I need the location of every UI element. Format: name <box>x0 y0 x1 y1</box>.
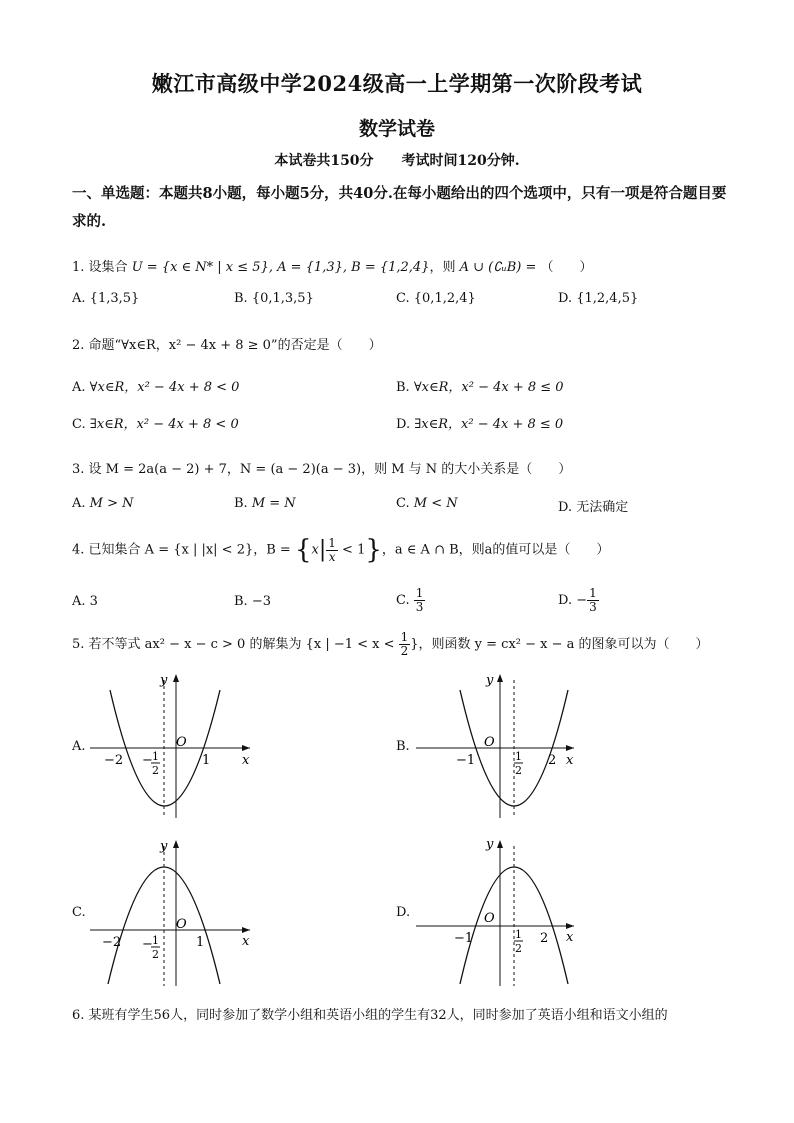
svg-text:2: 2 <box>515 942 522 955</box>
q5-stem-a: 5. 若不等式 ax² − x − c > 0 的解集为 {x | −1 < x < <box>72 637 399 652</box>
q5-graph-c[interactable] <box>90 838 260 988</box>
y-arrow-icon <box>497 840 503 848</box>
q2-option-c[interactable]: C. ∃x∈R，x² − 4x + 8 < 0 <box>72 417 239 432</box>
svg-text:x: x <box>566 753 574 768</box>
svg-text:1: 1 <box>515 928 522 941</box>
q4-option-b[interactable]: B. −3 <box>234 594 271 609</box>
svg-text:1: 1 <box>152 750 159 763</box>
q4-fraction: $\frac{1}{x}$ <box>328 535 336 564</box>
y-arrow-icon <box>173 674 179 682</box>
svg-text:y: y <box>486 673 494 688</box>
question-6: 6. 某班有学生56人，同时参加了数学小组和英语小组的学生有32人，同时参加了英语小组和语文小组的 <box>72 1008 668 1023</box>
svg-text:1: 1 <box>515 750 522 763</box>
question-2: 2. 命题“∀x∈R，x² − 4x + 8 ≥ 0”的否定是（ ） <box>72 338 382 353</box>
q1-suffix: （ ） <box>540 260 593 275</box>
section-heading: 一、单选题：本题共8小题，每小题5分，共40分.在每小题给出的四个选项中，只有一项是符合题目要求的. <box>72 185 727 230</box>
q1-math: U = {x ∈ N* | x ≤ 5}, A = {1,3}, B = {1,2,4} <box>131 260 430 275</box>
svg-text:2: 2 <box>548 753 557 768</box>
q5-option-b[interactable]: B. <box>396 739 410 754</box>
q3-option-d[interactable]: D. 无法确定 <box>558 500 629 515</box>
svg-text:O: O <box>484 911 495 926</box>
q4-stem-a: 4. 已知集合 A = {x | |x| < 2}，B = <box>72 542 295 558</box>
exam-title: 嫩江市高级中学2024级高一上学期第一次阶段考试 <box>151 71 643 96</box>
q4-option-a[interactable]: A. 3 <box>72 594 98 609</box>
q1-option-a[interactable]: A. {1,3,5} <box>72 291 140 306</box>
y-arrow-icon <box>497 674 503 682</box>
x-arrow-icon <box>566 923 574 929</box>
svg-text:−2: −2 <box>104 753 124 768</box>
q1-option-d[interactable]: D. {1,2,4,5} <box>558 291 639 306</box>
x-arrow-icon <box>566 745 574 751</box>
svg-text:O: O <box>176 917 187 932</box>
svg-text:2: 2 <box>152 948 159 961</box>
question-1 <box>72 256 593 275</box>
exam-subject: 数学试卷 <box>358 118 435 140</box>
q1-math2: A ∪ (∁ᵤB) = <box>459 260 537 275</box>
svg-text:2: 2 <box>152 764 159 777</box>
y-arrow-icon <box>173 840 179 848</box>
q1-prefix: 1. 设集合 <box>72 260 128 275</box>
q5-option-d[interactable]: D. <box>396 905 411 920</box>
x-arrow-icon <box>242 927 250 933</box>
q3-option-a[interactable]: A. M > N <box>72 496 134 511</box>
q4-option-d[interactable]: D. − $\frac{1}{3}$ <box>558 586 597 614</box>
svg-text:−: − <box>142 753 153 768</box>
svg-text:1: 1 <box>202 753 211 768</box>
question-4: 4. 已知集合 A = {x | |x| < 2}，B = {x| $\frac{1}{x}$ < 1}，a ∈ A ∩ B，则a的值可以是（ ） <box>72 535 610 565</box>
svg-text:2: 2 <box>540 931 549 946</box>
q4-c-fraction: $\frac{1}{3}$ <box>415 586 424 614</box>
q5-fraction: $\frac{1}{2}$ <box>400 630 409 658</box>
q3-option-c[interactable]: C. M < N <box>396 496 458 511</box>
svg-text:y: y <box>160 673 168 688</box>
q2-option-a[interactable]: A. ∀x∈R，x² − 4x + 8 < 0 <box>72 380 240 395</box>
q4-d-fraction: $\frac{1}{3}$ <box>589 586 597 614</box>
svg-text:−1: −1 <box>456 753 476 768</box>
q4-option-c[interactable]: C. $\frac{1}{3}$ <box>396 586 424 614</box>
q5-graph-d[interactable] <box>416 838 586 988</box>
svg-text:O: O <box>484 735 495 750</box>
svg-text:1: 1 <box>152 934 159 947</box>
q1-option-c[interactable]: C. {0,1,2,4} <box>396 291 476 306</box>
svg-text:O: O <box>176 735 187 750</box>
q2-option-d[interactable]: D. ∃x∈R，x² − 4x + 8 ≤ 0 <box>396 417 564 432</box>
svg-text:x: x <box>242 934 250 949</box>
svg-text:−: − <box>142 937 153 952</box>
svg-text:y: y <box>160 839 168 854</box>
q5-graph-a[interactable] <box>90 670 260 820</box>
question-3: 3. 设 M = 2a(a − 2) + 7，N = (a − 2)(a − 3)，则 M 与 N 的大小关系是（ ） <box>72 462 572 477</box>
q1-mid: ，则 <box>429 260 456 275</box>
svg-text:x: x <box>566 930 574 945</box>
svg-text:x: x <box>242 753 250 768</box>
exam-info: 本试卷共150分 考试时间120分钟. <box>274 153 520 169</box>
svg-text:1: 1 <box>196 935 205 950</box>
q5-option-c[interactable]: C. <box>72 905 86 920</box>
q2-option-b[interactable]: B. ∀x∈R，x² − 4x + 8 ≤ 0 <box>396 380 564 395</box>
q5-stem-b: }，则函数 y = cx² − x − a 的图象可以为（ ） <box>410 637 709 652</box>
q5-option-a[interactable]: A. <box>72 739 86 754</box>
svg-text:2: 2 <box>515 764 522 777</box>
svg-text:−1: −1 <box>454 931 474 946</box>
q4-stem-b: ，a ∈ A ∩ B，则a的值可以是（ ） <box>381 542 610 558</box>
q5-graph-b[interactable] <box>416 670 586 820</box>
question-5 <box>72 628 709 662</box>
x-arrow-icon <box>242 745 250 751</box>
svg-text:−2: −2 <box>102 935 122 950</box>
svg-text:y: y <box>486 838 494 852</box>
q1-option-b[interactable]: B. {0,1,3,5} <box>234 291 314 306</box>
q3-option-b[interactable]: B. M = N <box>234 496 296 511</box>
